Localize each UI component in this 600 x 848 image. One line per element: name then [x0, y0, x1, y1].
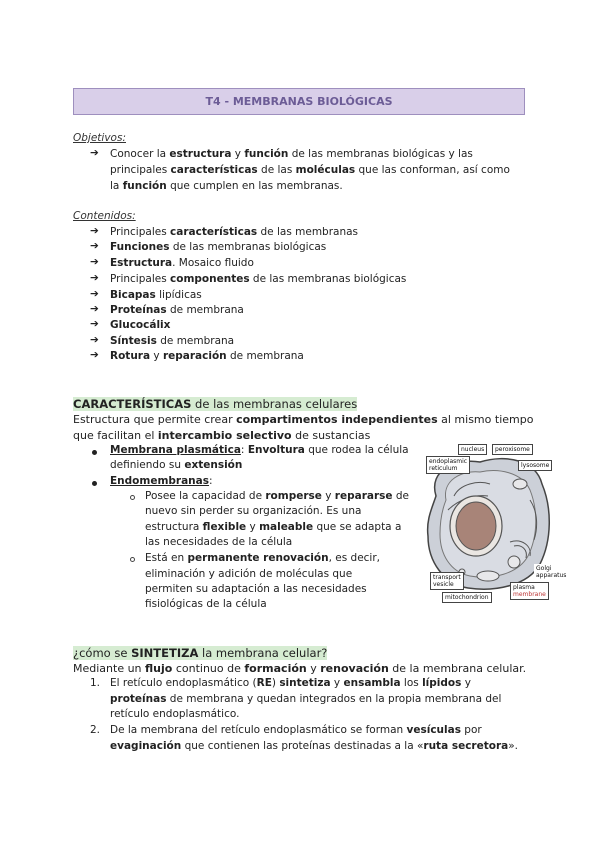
- sub-bullet-line: eliminación y adición de moléculas que: [145, 568, 353, 580]
- arrow-icon: ➔: [90, 334, 99, 346]
- numbered-line: evaginación que contienen las proteínas destinadas a la «ruta secretora».: [110, 740, 518, 752]
- arrow-icon: ➔: [90, 256, 99, 268]
- list-item: Principales características de las membranas: [110, 226, 359, 238]
- sub-bullet-icon: [130, 557, 135, 562]
- paragraph-line: Estructura que permite crear compartimentos independientes al mismo tiempo: [73, 413, 534, 426]
- arrow-icon: ➔: [90, 272, 99, 284]
- sub-bullet-line: Está en permanente renovación, es decir,: [145, 552, 381, 564]
- arrow-icon: ➔: [90, 303, 99, 315]
- sub-bullet-line: las necesidades de la célula: [145, 536, 293, 548]
- sub-bullet-line: nuevo sin perder su organización. Es una: [145, 505, 362, 517]
- label-plasma-membrane: plasma membrane: [510, 582, 549, 600]
- label-endoplasmic-reticulum: endoplasmic reticulum: [426, 456, 470, 474]
- numbered-line: retículo endoplasmático.: [110, 708, 240, 720]
- sub-bullet-line: fisiológicas de la célula: [145, 598, 267, 610]
- sub-bullet-icon: [130, 495, 135, 500]
- list-item: Principales componentes de las membranas biológicas: [110, 273, 407, 285]
- paragraph-line: Mediante un flujo continuo de formación y renovación de la membrana celular.: [73, 662, 527, 675]
- bullet-icon: [92, 450, 97, 455]
- objetivos-heading: Objetivos:: [73, 132, 126, 144]
- label-transport-vesicle: transport vesicle: [430, 572, 464, 590]
- sub-bullet-line: permiten su adaptación a las necesidades: [145, 583, 367, 595]
- caracteristicas-heading: CARACTERÍSTICAS de las membranas celulares: [73, 397, 358, 411]
- bullet-icon: [92, 481, 97, 486]
- sintesis-heading: ¿cómo se SINTETIZA la membrana celular?: [73, 646, 328, 660]
- list-number: 1.: [90, 677, 101, 689]
- contenidos-heading: Contenidos:: [73, 210, 136, 222]
- list-item: Glucocálix: [110, 319, 171, 331]
- paragraph-line: que facilitan el intercambio selectivo de sustancias: [73, 429, 371, 442]
- list-item: Funciones de las membranas biológicas: [110, 241, 327, 253]
- label-nucleus: nucleus: [458, 444, 487, 455]
- arrow-icon: ➔: [90, 147, 99, 159]
- arrow-icon: ➔: [90, 318, 99, 330]
- bullet-line: Membrana plasmática: Envoltura que rodea la célula: [110, 444, 409, 456]
- objetivos-line: Conocer la estructura y función de las membranas biológicas y las: [110, 148, 473, 160]
- list-item: Estructura. Mosaico fluido: [110, 257, 254, 269]
- objetivos-line: principales características de las moléculas que las conforman, así como: [110, 164, 510, 176]
- arrow-icon: ➔: [90, 288, 99, 300]
- bullet-line: Endomembranas:: [110, 475, 213, 487]
- list-item: Rotura y reparación de membrana: [110, 350, 304, 362]
- label-golgi: Golgi apparatus: [536, 565, 567, 579]
- list-number: 2.: [90, 724, 101, 736]
- list-item: Proteínas de membrana: [110, 304, 244, 316]
- numbered-line: proteínas de membrana y quedan integrados en la propia membrana del: [110, 693, 502, 705]
- label-lysosome: lysosome: [518, 460, 552, 471]
- page-title: T4 - MEMBRANAS BIOLÓGICAS: [73, 88, 525, 115]
- sub-bullet-line: estructura flexible y maleable que se adapta a: [145, 521, 402, 533]
- bullet-line: definiendo su extensión: [110, 459, 243, 471]
- list-item: Síntesis de membrana: [110, 335, 235, 347]
- arrow-icon: ➔: [90, 225, 99, 237]
- numbered-line: De la membrana del retículo endoplasmático se forman vesículas por: [110, 724, 482, 736]
- numbered-line: El retículo endoplasmático (RE) sintetiza y ensambla los lípidos y: [110, 677, 471, 689]
- objetivos-line: la función que cumplen en las membranas.: [110, 180, 343, 192]
- label-mitochondrion: mitochondrion: [442, 592, 492, 603]
- sub-bullet-line: Posee la capacidad de romperse y repararse de: [145, 490, 409, 502]
- cell-diagram: [418, 440, 567, 605]
- arrow-icon: ➔: [90, 349, 99, 361]
- list-item: Bicapas lipídicas: [110, 289, 202, 301]
- label-peroxisome: peroxisome: [492, 444, 533, 455]
- arrow-icon: ➔: [90, 240, 99, 252]
